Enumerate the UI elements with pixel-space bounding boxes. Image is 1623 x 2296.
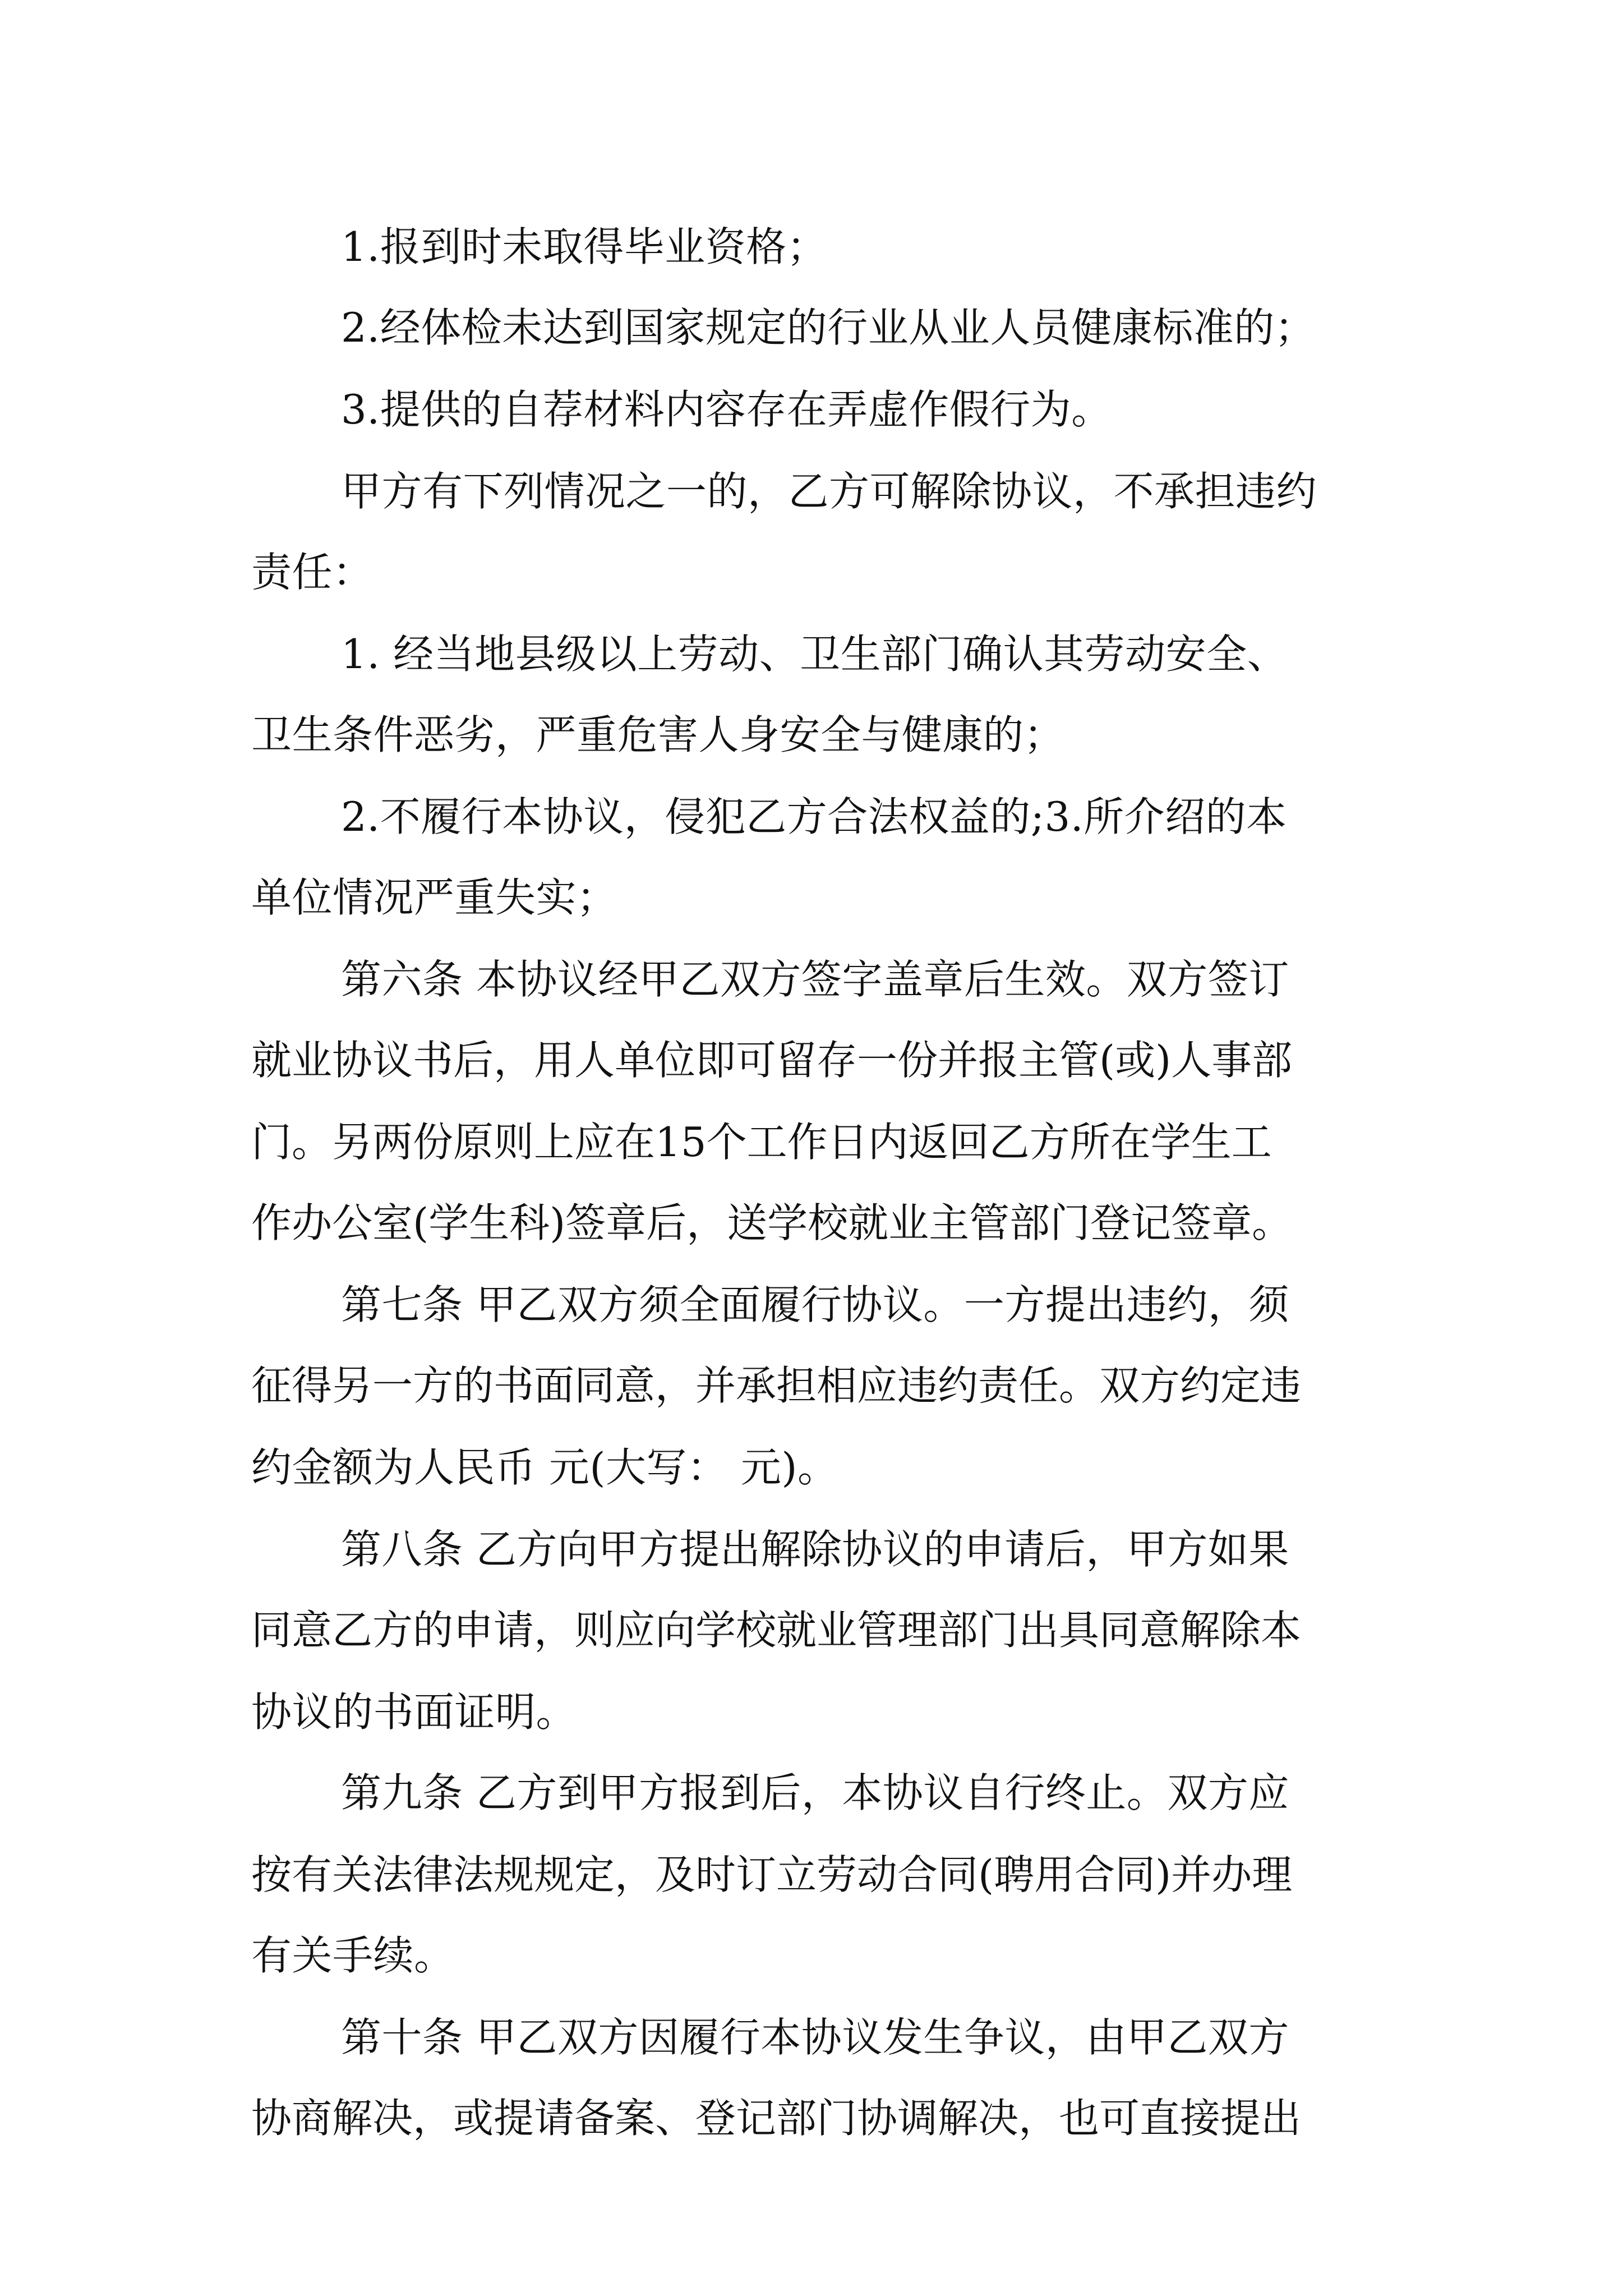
party-a-conditions-line-2: 责任：: [251, 549, 374, 596]
article-10-line-2: 协商解决，或提请备案、登记部门协调解决，也可直接提出: [251, 2095, 1302, 2142]
article-7-line-2: 征得另一方的书面同意，并承担相应违约责任。双方约定违: [251, 1362, 1302, 1409]
article-7-line-1: 第七条 甲乙双方须全面履行协议。一方提出违约，须: [341, 1281, 1289, 1328]
item-1-not-graduated: 1.报到时未取得毕业资格；: [341, 223, 828, 270]
article-7-line-3: 约金额为人民币 元(大写： 元)。: [251, 1444, 838, 1491]
article-8-line-1: 第八条 乙方向甲方提出解除协议的申请后，甲方如果: [341, 1526, 1289, 1573]
article-6-line-3: 门。另两份原则上应在15个工作日内返回乙方所在学生工: [251, 1119, 1272, 1166]
article-8-line-2: 同意乙方的申请，则应向学校就业管理部门出具同意解除本: [251, 1607, 1302, 1654]
party-a-conditions-line-1: 甲方有下列情况之一的，乙方可解除协议，不承担违约: [341, 468, 1317, 515]
article-9-line-3: 有关手续。: [251, 1932, 455, 1979]
condition-1-line-2: 卫生条件恶劣，严重危害人身安全与健康的；: [251, 711, 1065, 758]
article-6-line-4: 作办公室(学生科)签章后，送学校就业主管部门登记签章。: [251, 1199, 1293, 1246]
article-9-line-2: 按有关法律法规规定，及时订立劳动合同(聘用合同)并办理: [251, 1851, 1293, 1898]
article-9-line-1: 第九条 乙方到甲方报到后，本协议自行终止。双方应: [341, 1769, 1289, 1816]
item-2-health-standard: 2.经体检未达到国家规定的行业从业人员健康标准的；: [341, 304, 1316, 351]
article-10-line-1: 第十条 甲乙双方因履行本协议发生争议，由甲乙双方: [341, 2014, 1289, 2061]
item-3-false-materials: 3.提供的自荐材料内容存在弄虚作假行为。: [341, 386, 1112, 433]
article-8-line-3: 协议的书面证明。: [251, 1688, 577, 1736]
condition-1-line-1: 1. 经当地县级以上劳动、卫生部门确认其劳动安全、: [341, 631, 1288, 678]
condition-2-3-line-1: 2.不履行本协议，侵犯乙方合法权益的;3.所介绍的本: [341, 793, 1287, 840]
article-6-line-2: 就业协议书后，用人单位即可留存一份并报主管(或)人事部: [251, 1037, 1293, 1084]
condition-2-3-line-2: 单位情况严重失实；: [251, 874, 617, 921]
article-6-line-1: 第六条 本协议经甲乙双方签字盖章后生效。双方签订: [341, 956, 1289, 1003]
